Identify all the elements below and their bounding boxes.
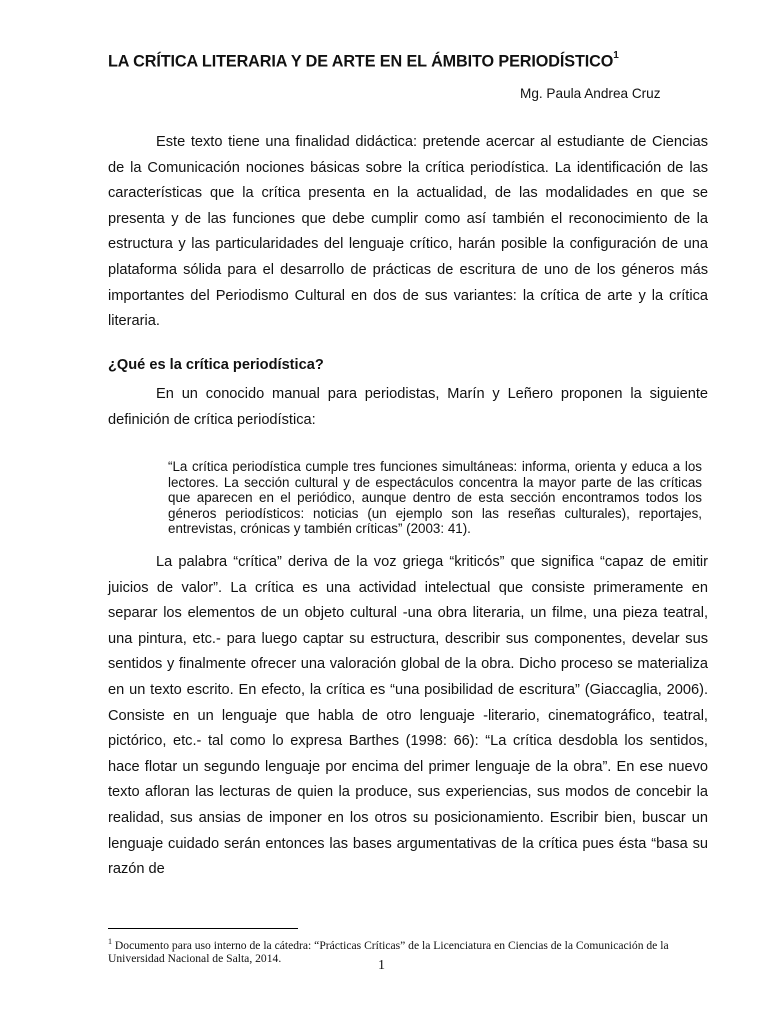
block-quote: “La crítica periodística cumple tres funciones simultáneas: informa, orienta y educa a los lectores. La sección cultural y de espectáculos concentra la mayor parte de las críticas que aparecen en el periódico, aunque dentro de esta sección encontramos todos los géneros periodísticos: noticias (un ejemplo son las reseñas culturales), reportajes, entrevistas, crónicas y también críticas” (2003: 41). [168,459,702,536]
paragraph-definition: En un conocido manual para periodistas, Marín y Leñero proponen la siguiente definición de crítica periodística: [108,386,708,428]
footnote [108,935,708,966]
page-number: 1 [378,958,385,973]
footnote-text: Documento para uso interno de la cátedra: “Prácticas Críticas” de la Licenciatura en Ciencias de la Comunicación de la Universidad Nacional de Salta, 2014. [108,938,669,966]
paragraph-intro: Este texto tiene una finalidad didáctica: pretende acercar al estudiante de Ciencias de la Comunicación nociones básicas sobre la crítica periodística. La identificación de las características que la crítica presenta en la actualidad, de las modalidades en que se presenta y de las funciones que debe cumplir como así también el reconocimiento de la estructura y las particularidades del lenguaje crítico, harán posible la configuración de una plataforma sólida para el desarrollo de prácticas de escritura de uno de los géneros más importantes del Periodismo Cultural en dos de sus variantes: la crítica de arte y la crítica literaria. [108,134,708,330]
document-title-text: LA CRÍTICA LITERARIA Y DE ARTE EN EL ÁMBITO PERIODÍSTICO [108,52,614,71]
title-footnote-mark: 1 [613,50,619,61]
document-title [108,52,708,71]
author-name: Mg. Paula Andrea Cruz [520,86,661,101]
footnote-mark: 1 [108,937,112,946]
footnote-separator [108,928,298,929]
section-heading: ¿Qué es la crítica periodística? [108,357,324,373]
paragraph-etymology: La palabra “crítica” deriva de la voz griega “kriticós” que significa “capaz de emitir juicios de valor”. La crítica es una actividad intelectual que consiste primeramente en separar los elementos de un objeto cultural -una obra literaria, un filme, una pieza teatral, una pintura, etc.- para luego captar su estructura, describir sus componentes, develar sus sentidos y finalmente ofrecer una valoración global de la obra. Dicho proceso se materializa en un texto escrito. En efecto, la crítica es “una posibilidad de escritura” (Giaccaglia, 2006). Consiste en un lenguaje que habla de otro lenguaje -literario, cinematográfico, teatral, pictórico, etc.- tal como lo expresa Barthes (1998: 66): “La crítica desdobla los sentidos, hace flotar un segundo lenguaje por encima del primer lenguaje de la obra”. En ese nuevo texto afloran las lecturas de quien la produce, sus experiencias, sus modos de concebir la realidad, sus ansias de imponer en los otros su posicionamiento. Escribir bien, buscar un lenguaje cuidado serán entonces las bases argumentativas de la crítica pues ésta “basa su razón de [108,554,708,878]
